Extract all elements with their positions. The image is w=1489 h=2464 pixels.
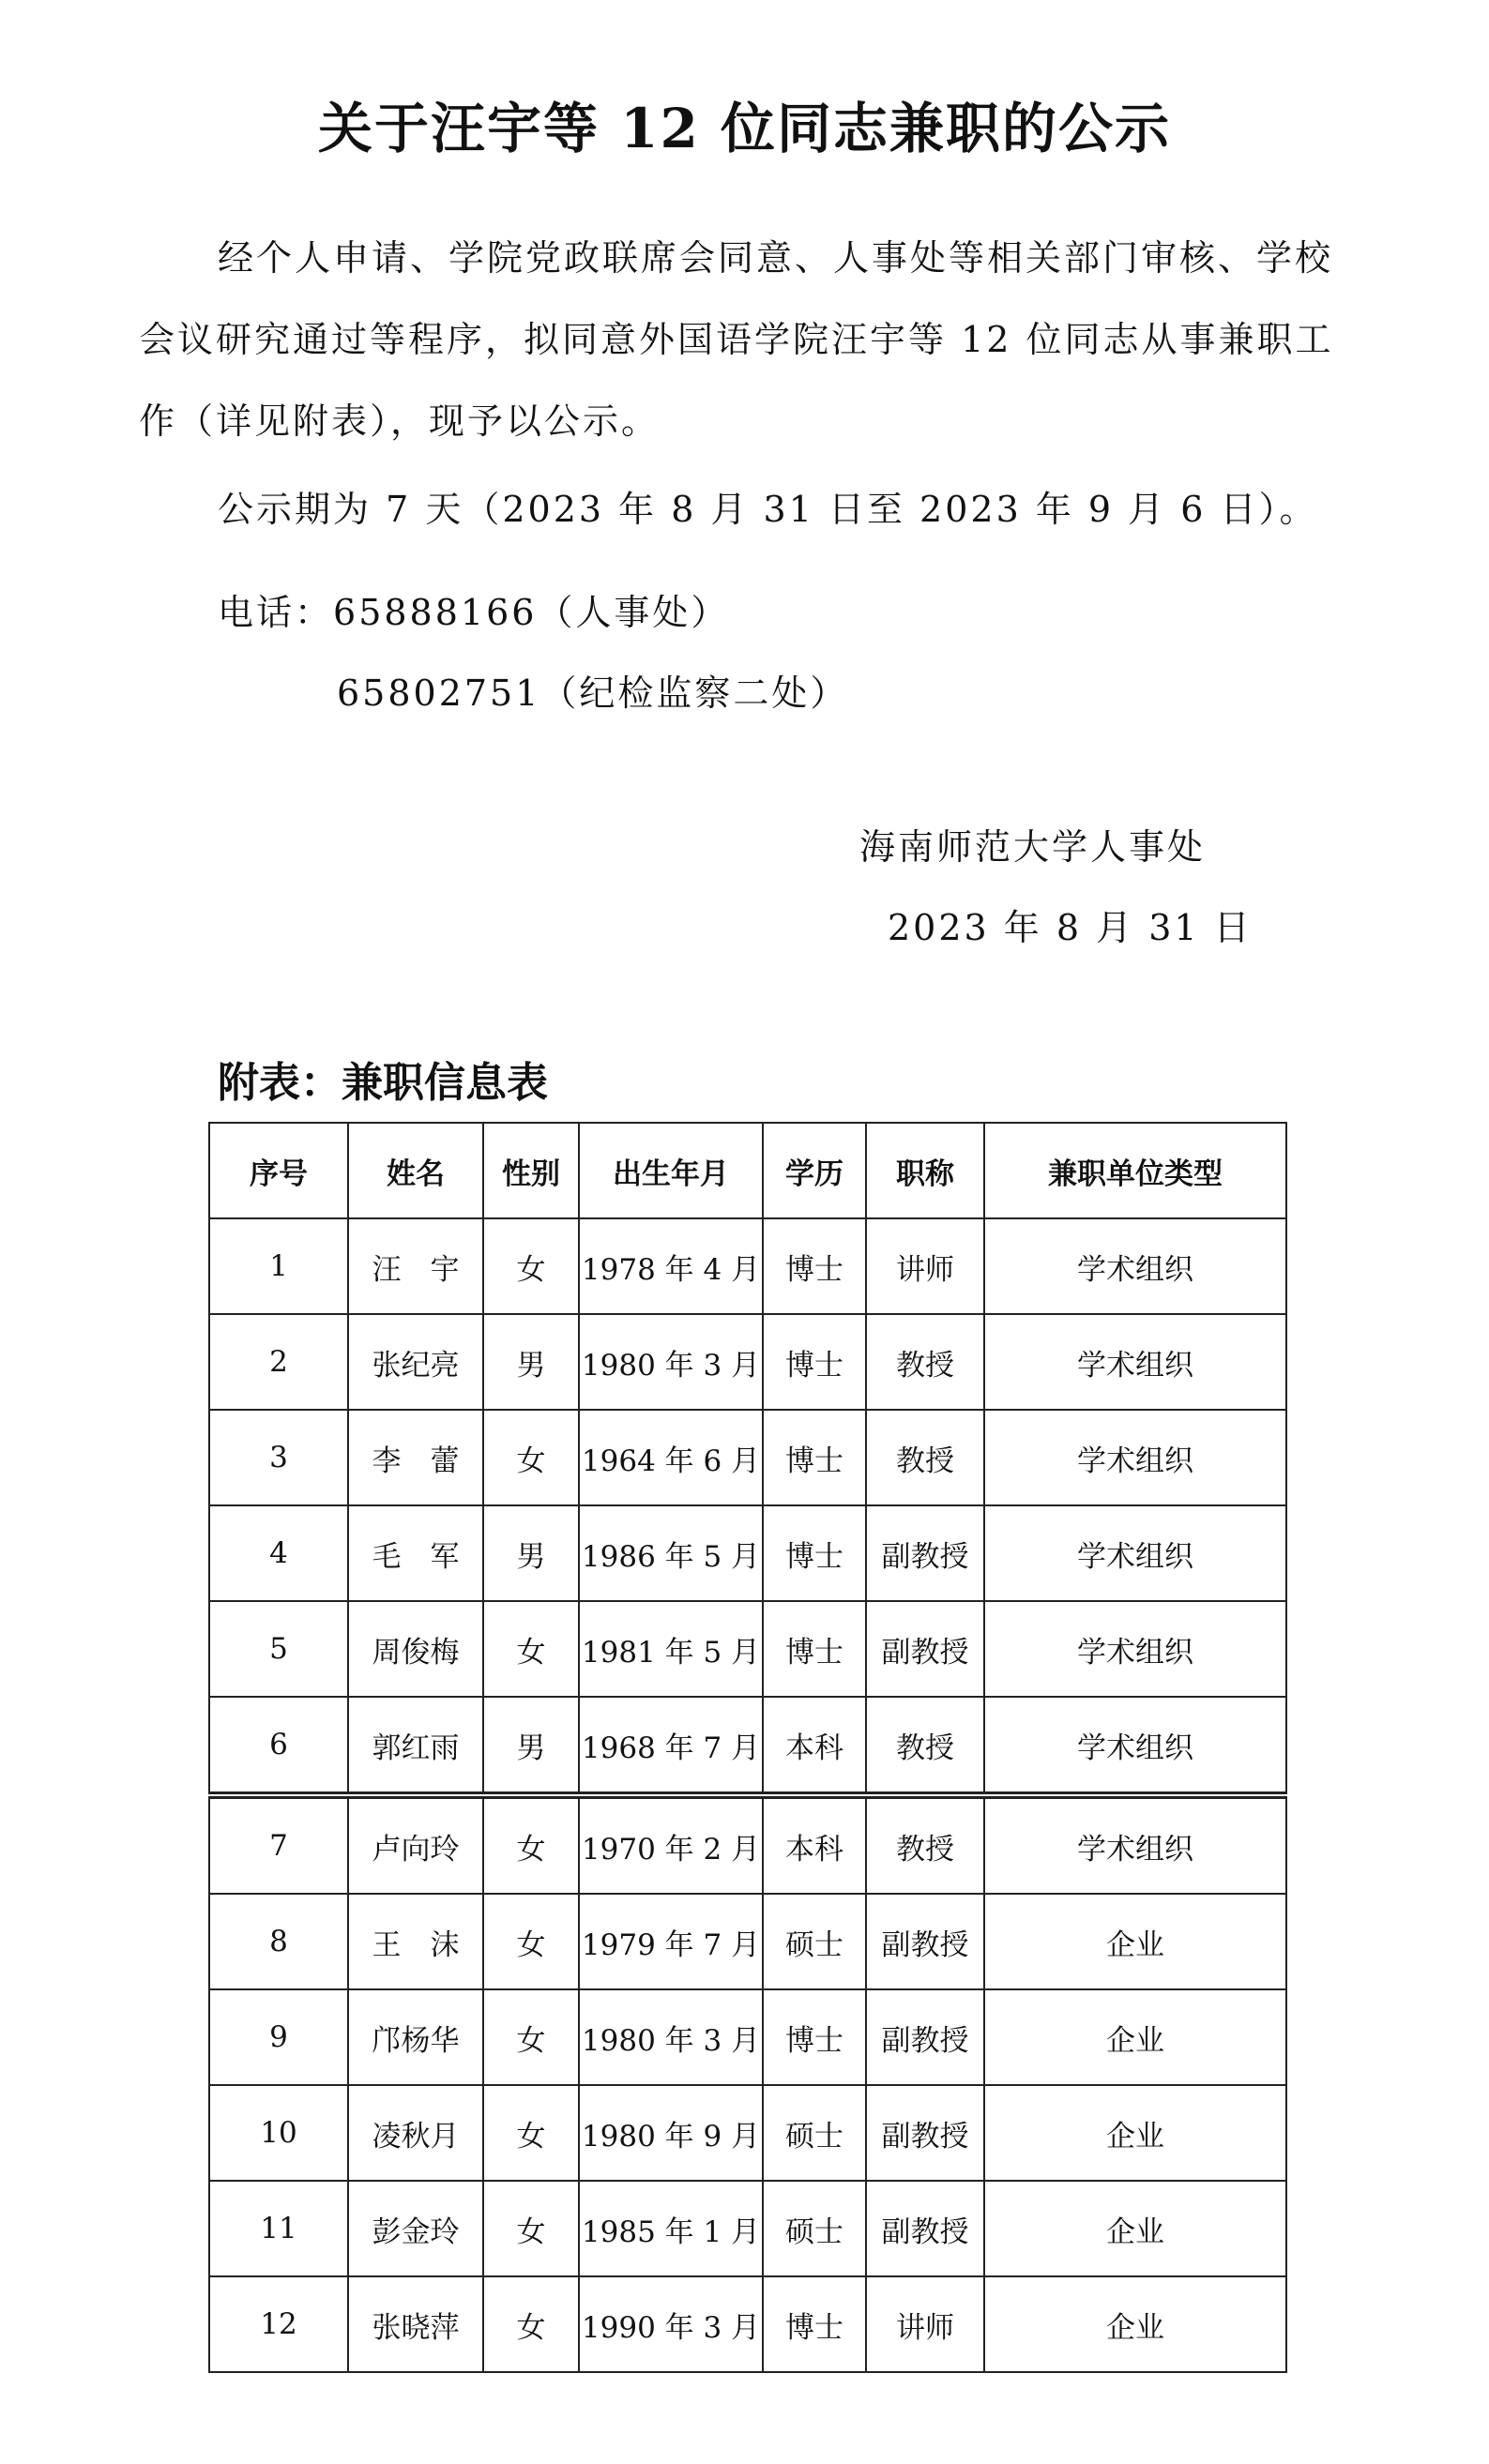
cell-birth: 1985 年 1 月 bbox=[579, 2181, 763, 2276]
cell-unit-type: 企业 bbox=[984, 1894, 1286, 1989]
cell-index: 11 bbox=[209, 2181, 348, 2276]
cell-title: 副教授 bbox=[866, 1505, 984, 1601]
notice-period: 公示期为 7 天（2023 年 8 月 31 日至 2023 年 9 月 6 日）。 bbox=[218, 489, 1318, 530]
cell-birth: 1986 年 5 月 bbox=[579, 1505, 763, 1601]
cell-title: 副教授 bbox=[866, 2085, 984, 2181]
cell-title: 副教授 bbox=[866, 1894, 984, 1989]
cell-name: 邝杨华 bbox=[348, 1989, 483, 2085]
table-row bbox=[209, 2181, 1286, 2276]
cell-gender: 男 bbox=[483, 1314, 579, 1410]
cell-unit-type: 学术组织 bbox=[984, 1505, 1286, 1601]
header-birth: 出生年月 bbox=[579, 1123, 763, 1218]
cell-index: 6 bbox=[209, 1697, 348, 1795]
cell-unit-type: 学术组织 bbox=[984, 1601, 1286, 1697]
annex-title: 附表：兼职信息表 bbox=[218, 1059, 548, 1107]
phone-line-1 bbox=[218, 583, 729, 635]
cell-name: 彭金玲 bbox=[348, 2181, 483, 2276]
cell-gender: 女 bbox=[483, 1989, 579, 2085]
parttime-info-table bbox=[208, 1122, 1287, 2373]
cell-name: 周俊梅 bbox=[348, 1601, 483, 1697]
header-gender: 性别 bbox=[483, 1123, 579, 1218]
phone-label: 电话： bbox=[218, 592, 334, 633]
cell-gender: 女 bbox=[483, 1894, 579, 1989]
table-row bbox=[209, 1410, 1286, 1505]
cell-name: 郭红雨 bbox=[348, 1697, 483, 1795]
cell-index: 10 bbox=[209, 2085, 348, 2181]
cell-title: 副教授 bbox=[866, 1601, 984, 1697]
cell-education: 博士 bbox=[763, 1989, 866, 2085]
header-unit-type: 兼职单位类型 bbox=[984, 1123, 1286, 1218]
table-row bbox=[209, 1601, 1286, 1697]
cell-title: 教授 bbox=[866, 1697, 984, 1795]
table-row bbox=[209, 1218, 1286, 1314]
cell-index: 9 bbox=[209, 1989, 348, 2085]
cell-birth: 1979 年 7 月 bbox=[579, 1894, 763, 1989]
phone-number-discipline: 65802751（纪检监察二处） bbox=[337, 673, 849, 714]
intro-paragraph: 经个人申请、学院党政联席会同意、人事处等相关部门审核、学校会议研究通过等程序，拟同意外国语学院汪宇等 12 位同志从事兼职工作（详见附表），现予以公示。 bbox=[139, 237, 1334, 442]
cell-index: 4 bbox=[209, 1505, 348, 1601]
cell-index: 1 bbox=[209, 1218, 348, 1314]
cell-index: 8 bbox=[209, 1894, 348, 1989]
cell-education: 本科 bbox=[763, 1697, 866, 1795]
table-row bbox=[209, 2085, 1286, 2181]
cell-education: 博士 bbox=[763, 1410, 866, 1505]
cell-name: 李 蕾 bbox=[348, 1410, 483, 1505]
cell-name: 汪 宇 bbox=[348, 1218, 483, 1314]
cell-index: 3 bbox=[209, 1410, 348, 1505]
cell-name: 凌秋月 bbox=[348, 2085, 483, 2181]
cell-birth: 1980 年 3 月 bbox=[579, 1314, 763, 1410]
cell-gender: 女 bbox=[483, 1795, 579, 1894]
cell-birth: 1968 年 7 月 bbox=[579, 1697, 763, 1795]
cell-education: 博士 bbox=[763, 2276, 866, 2372]
header-education: 学历 bbox=[763, 1123, 866, 1218]
cell-name: 王 沫 bbox=[348, 1894, 483, 1989]
cell-birth: 1970 年 2 月 bbox=[579, 1795, 763, 1894]
table-row bbox=[209, 2276, 1286, 2372]
table-row bbox=[209, 1314, 1286, 1410]
cell-education: 博士 bbox=[763, 1601, 866, 1697]
cell-birth: 1981 年 5 月 bbox=[579, 1601, 763, 1697]
cell-gender: 女 bbox=[483, 2276, 579, 2372]
cell-unit-type: 企业 bbox=[984, 2085, 1286, 2181]
cell-unit-type: 学术组织 bbox=[984, 1218, 1286, 1314]
table-row bbox=[209, 1697, 1286, 1795]
table-row bbox=[209, 1894, 1286, 1989]
cell-education: 博士 bbox=[763, 1505, 866, 1601]
cell-gender: 女 bbox=[483, 2085, 579, 2181]
cell-name: 毛 军 bbox=[348, 1505, 483, 1601]
cell-unit-type: 企业 bbox=[984, 1989, 1286, 2085]
table-row bbox=[209, 1989, 1286, 2085]
cell-title: 讲师 bbox=[866, 1218, 984, 1314]
phone-number-hr: 65888166（人事处） bbox=[333, 592, 730, 633]
cell-title: 教授 bbox=[866, 1795, 984, 1894]
header-title: 职称 bbox=[866, 1123, 984, 1218]
signature-org: 海南师范大学人事处 bbox=[859, 826, 1207, 868]
cell-unit-type: 企业 bbox=[984, 2276, 1286, 2372]
cell-name: 卢向玲 bbox=[348, 1795, 483, 1894]
cell-education: 硕士 bbox=[763, 1894, 866, 1989]
table-header-row bbox=[209, 1123, 1286, 1218]
signature-date: 2023 年 8 月 31 日 bbox=[888, 907, 1253, 948]
cell-gender: 男 bbox=[483, 1697, 579, 1795]
cell-birth: 1980 年 3 月 bbox=[579, 1989, 763, 2085]
cell-unit-type: 企业 bbox=[984, 2181, 1286, 2276]
cell-unit-type: 学术组织 bbox=[984, 1697, 1286, 1795]
cell-gender: 女 bbox=[483, 1601, 579, 1697]
page-title: 关于汪宇等 12 位同志兼职的公示 bbox=[317, 97, 1172, 160]
cell-index: 2 bbox=[209, 1314, 348, 1410]
table-row bbox=[209, 1795, 1286, 1894]
cell-gender: 男 bbox=[483, 1505, 579, 1601]
cell-unit-type: 学术组织 bbox=[984, 1314, 1286, 1410]
cell-title: 教授 bbox=[866, 1410, 984, 1505]
cell-education: 博士 bbox=[763, 1218, 866, 1314]
cell-name: 张晓萍 bbox=[348, 2276, 483, 2372]
cell-title: 教授 bbox=[866, 1314, 984, 1410]
cell-title: 讲师 bbox=[866, 2276, 984, 2372]
cell-education: 硕士 bbox=[763, 2085, 866, 2181]
cell-title: 副教授 bbox=[866, 2181, 984, 2276]
cell-birth: 1978 年 4 月 bbox=[579, 1218, 763, 1314]
cell-index: 7 bbox=[209, 1795, 348, 1894]
cell-education: 硕士 bbox=[763, 2181, 866, 2276]
cell-gender: 女 bbox=[483, 1218, 579, 1314]
cell-gender: 女 bbox=[483, 1410, 579, 1505]
cell-birth: 1990 年 3 月 bbox=[579, 2276, 763, 2372]
cell-gender: 女 bbox=[483, 2181, 579, 2276]
cell-index: 5 bbox=[209, 1601, 348, 1697]
cell-education: 本科 bbox=[763, 1795, 866, 1894]
cell-unit-type: 学术组织 bbox=[984, 1410, 1286, 1505]
cell-index: 12 bbox=[209, 2276, 348, 2372]
cell-birth: 1980 年 9 月 bbox=[579, 2085, 763, 2181]
cell-title: 副教授 bbox=[866, 1989, 984, 2085]
table-row bbox=[209, 1505, 1286, 1601]
cell-birth: 1964 年 6 月 bbox=[579, 1410, 763, 1505]
cell-name: 张纪亮 bbox=[348, 1314, 483, 1410]
cell-education: 博士 bbox=[763, 1314, 866, 1410]
header-name: 姓名 bbox=[348, 1123, 483, 1218]
header-index: 序号 bbox=[209, 1123, 348, 1218]
cell-unit-type: 学术组织 bbox=[984, 1795, 1286, 1894]
